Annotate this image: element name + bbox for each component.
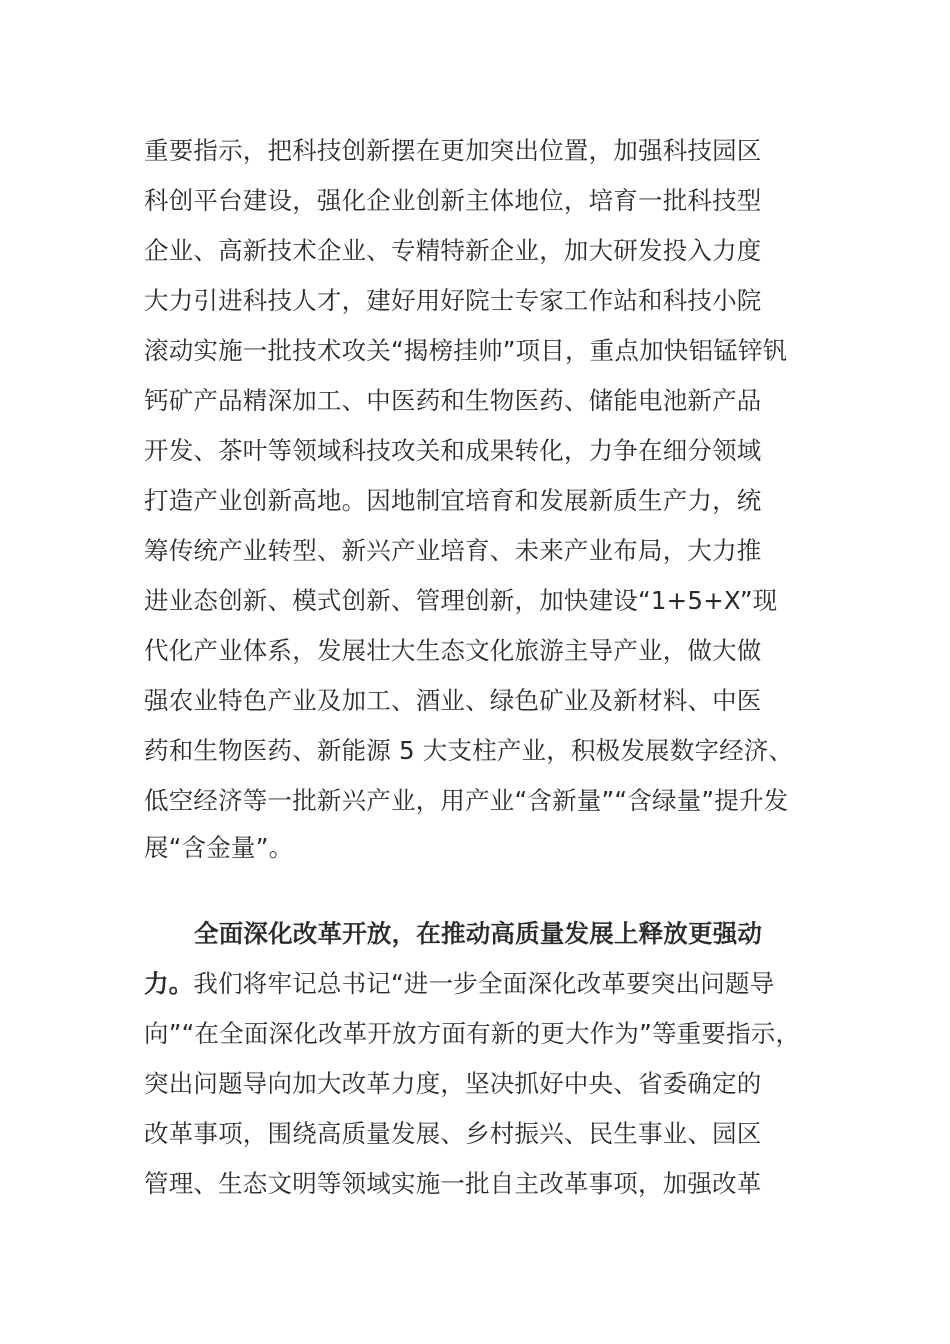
paragraph-text: 我们将牢记总书记“进一步全面深化改革要突出问题导 [193, 969, 775, 998]
paragraph-line [144, 964, 844, 1004]
paragraph-line: 重要指示，把科技创新摆在更加突出位置，加强科技园区 [144, 136, 762, 165]
paragraph-line: 筹传统产业转型、新兴产业培育、未来产业布局，大力推 [144, 536, 762, 565]
paragraph-line: 低空经济等一批新兴产业，用产业“含新量”“含绿量”提升发 [144, 786, 789, 815]
paragraph-line: 企业、高新技术企业、专精特新企业，加大研发投入力度 [144, 236, 762, 265]
section-heading: 全面深化改革开放，在推动高质量发展上释放更强动 [194, 919, 763, 948]
paragraph-line: 改革事项，围绕高质量发展、乡村振兴、民生事业、园区 [144, 1119, 762, 1148]
paragraph-line: 向”“在全面深化改革开放方面有新的更大作为”等重要指示， [144, 1019, 801, 1048]
paragraph-line: 大力引进科技人才，建好用好院士专家工作站和科技小院 [144, 286, 762, 315]
paragraph-line: 药和生物医药、新能源 5 大支柱产业，积极发展数字经济、 [144, 736, 794, 765]
paragraph-line: 展“含金量”。 [144, 833, 294, 862]
section-heading-end: 力。 [144, 969, 194, 998]
paragraph-line: 科创平台建设，强化企业创新主体地位，培育一批科技型 [144, 186, 762, 215]
paragraph-line: 管理、生态文明等领域实施一批自主改革事项，加强改革 [144, 1169, 762, 1198]
paragraph-line: 代化产业体系，发展壮大生态文化旅游主导产业，做大做 [144, 636, 762, 665]
paragraph-line: 钙矿产品精深加工、中医药和生物医药、储能电池新产品 [144, 386, 762, 415]
paragraph-line: 进业态创新、模式创新、管理创新，加快建设“1+5+X”现 [144, 586, 778, 615]
paragraph-line: 开发、茶叶等领域科技攻关和成果转化，力争在细分领域 [144, 436, 762, 465]
paragraph-line: 强农业特色产业及加工、酒业、绿色矿业及新材料、中医 [144, 686, 762, 715]
paragraph-line: 打造产业创新高地。因地制宜培育和发展新质生产力，统 [144, 486, 762, 515]
paragraph-line: 滚动实施一批技术攻关“揭榜挂帅”项目，重点加快铝锰锌钒 [144, 336, 788, 365]
paragraph-line: 突出问题导向加大改革力度，坚决抓好中央、省委确定的 [144, 1069, 762, 1098]
